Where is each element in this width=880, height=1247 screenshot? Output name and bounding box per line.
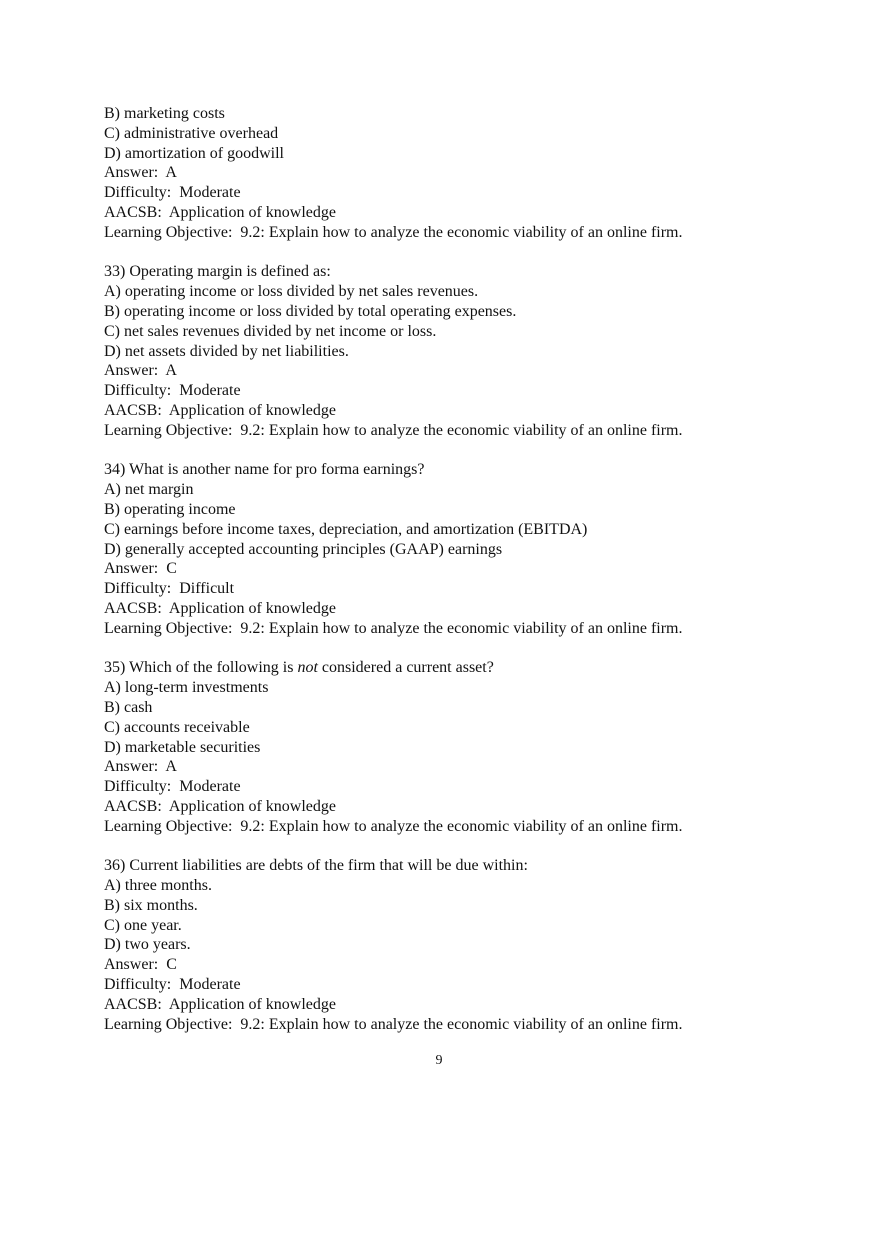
document-body (104, 104, 804, 1054)
question-text: 36) Current liabilities are debts of the firm that will be due within: (104, 857, 528, 875)
question-block (104, 262, 804, 440)
answer-key: Answer: C (104, 560, 177, 578)
aacsb: AACSB: Application of knowledge (104, 401, 336, 419)
question-stem (104, 262, 804, 282)
answer-key: Answer: A (104, 362, 177, 380)
answer-option: C) earnings before income taxes, depreciation, and amortization (EBITDA) (104, 520, 588, 538)
learning-objective: Learning Objective: 9.2: Explain how to analyze the economic viability of an online firm. (104, 817, 683, 835)
question-text: 34) What is another name for pro forma earnings? (104, 461, 425, 479)
learning-objective: Learning Objective: 9.2: Explain how to analyze the economic viability of an online firm. (104, 619, 683, 637)
difficulty: Difficulty: Moderate (104, 382, 241, 400)
answer-option: D) amortization of goodwill (104, 144, 284, 162)
emphasis-text: not (297, 659, 318, 677)
answer-option: A) net margin (104, 481, 194, 499)
answer-option: A) long-term investments (104, 679, 269, 697)
question-stem (104, 658, 804, 678)
answer-option: B) operating income or loss divided by total operating expenses. (104, 302, 517, 320)
question-stem (104, 460, 804, 480)
question-text: 33) Operating margin is defined as: (104, 263, 331, 281)
page-number: 9 (435, 1053, 443, 1068)
question-text: considered a current asset? (317, 659, 494, 677)
question-block (104, 460, 804, 638)
answer-option: B) cash (104, 698, 153, 716)
aacsb: AACSB: Application of knowledge (104, 203, 336, 221)
difficulty: Difficulty: Moderate (104, 976, 241, 994)
question-block (104, 856, 804, 1034)
answer-option: C) one year. (104, 916, 182, 934)
aacsb: AACSB: Application of knowledge (104, 995, 336, 1013)
answer-option: B) operating income (104, 500, 236, 518)
question-block-continued (104, 104, 804, 243)
answer-option: C) administrative overhead (104, 124, 279, 142)
answer-option: A) operating income or loss divided by net sales revenues. (104, 283, 479, 301)
answer-option: D) net assets divided by net liabilities. (104, 342, 349, 360)
answer-option: C) net sales revenues divided by net income or loss. (104, 322, 437, 340)
answer-key: Answer: A (104, 164, 177, 182)
answer-option: A) three months. (104, 877, 212, 895)
answer-key: Answer: C (104, 956, 177, 974)
question-stem (104, 856, 804, 876)
aacsb: AACSB: Application of knowledge (104, 599, 336, 617)
answer-option: B) marketing costs (104, 105, 225, 122)
answer-option: D) marketable securities (104, 738, 261, 756)
learning-objective: Learning Objective: 9.2: Explain how to analyze the economic viability of an online firm. (104, 1015, 683, 1033)
difficulty: Difficulty: Moderate (104, 184, 241, 202)
answer-option: D) generally accepted accounting principles (GAAP) earnings (104, 540, 503, 558)
question-text: 35) Which of the following is (104, 659, 298, 677)
learning-objective: Learning Objective: 9.2: Explain how to analyze the economic viability of an online firm. (104, 223, 683, 241)
aacsb: AACSB: Application of knowledge (104, 797, 336, 815)
answer-key: Answer: A (104, 758, 177, 776)
difficulty: Difficulty: Difficult (104, 580, 235, 598)
question-block (104, 658, 804, 836)
answer-option: B) six months. (104, 896, 198, 914)
answer-option: C) accounts receivable (104, 718, 250, 736)
difficulty: Difficulty: Moderate (104, 778, 241, 796)
learning-objective: Learning Objective: 9.2: Explain how to analyze the economic viability of an online firm. (104, 421, 683, 439)
answer-option: D) two years. (104, 936, 191, 954)
